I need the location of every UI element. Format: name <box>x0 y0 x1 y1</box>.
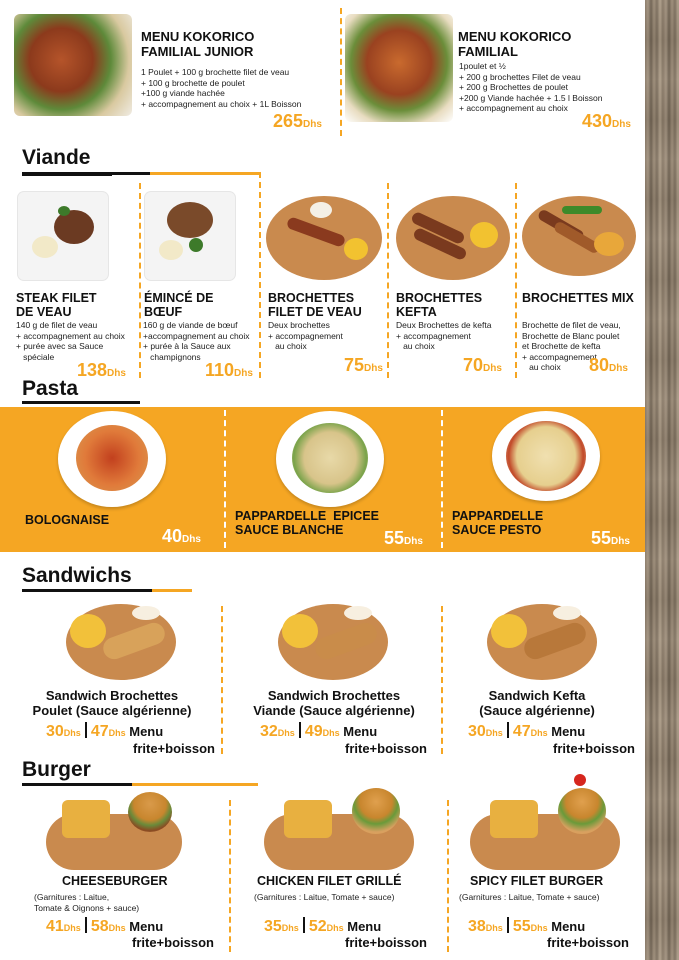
viande-item-price: 138Dhs <box>77 360 126 380</box>
sandwich-price-line: 30Dhs 47Dhs Menu <box>468 723 586 740</box>
burger-divider-1 <box>229 800 231 952</box>
cheeseburger-photo <box>46 814 182 870</box>
burger-item-name: CHEESEBURGER <box>62 874 168 888</box>
viande-item-desc: 140 g de filet de veau + accompagnement au choix + purée avec sa Sauce spéciale <box>16 320 125 362</box>
burger-item-name: CHICKEN FILET GRILLÉ <box>257 874 402 888</box>
pasta-item-price: 40Dhs <box>162 526 201 546</box>
pappardelle-blanche-photo <box>276 411 384 507</box>
viande-item-name: BROCHETTES MIX <box>522 291 634 305</box>
sandwichs-underline-orange <box>152 589 192 592</box>
viande-item-name: STEAK FILET DE VEAU <box>16 291 97 319</box>
sandwich-menu-sub: frite+boisson <box>133 741 215 756</box>
viande-item-price: 75Dhs <box>344 355 383 375</box>
burger-underline-orange <box>132 783 258 786</box>
burger-menu-sub: frite+boisson <box>132 935 214 950</box>
burger-price-line: 38Dhs 55Dhs Menu <box>468 918 586 935</box>
sandwich-item-name: Sandwich Kefta (Sauce algérienne) <box>479 688 595 718</box>
burger-underline-black <box>22 783 132 786</box>
pappardelle-pesto-photo <box>492 411 600 501</box>
sandwich-menu-sub: frite+boisson <box>345 741 427 756</box>
sandwich-price-line: 32Dhs 49Dhs Menu <box>260 723 378 740</box>
section-title-sandwichs: Sandwichs <box>22 564 132 587</box>
burger-item-name: SPICY FILET BURGER <box>470 874 604 888</box>
section-title-pasta: Pasta <box>22 377 79 400</box>
pasta-divider-1 <box>224 410 226 548</box>
pasta-item-price: 55Dhs <box>591 528 630 548</box>
viande-item-name: BROCHETTES KEFTA <box>396 291 483 319</box>
viande-item-desc: 160 g de viande de bœuf +accompagnement au choix + purée à la Sauce aux champignons <box>143 320 250 362</box>
emince-photo <box>145 192 235 280</box>
viande-item-desc: Deux Brochettes de kefta + accompagnement au choix <box>396 320 492 351</box>
brochettes-mix-photo <box>522 196 636 276</box>
family-junior-desc: 1 Poulet + 100 g brochette filet de veau + 100 g brochette de poulet +100 g viande hachée + accompagnement au choix + 1L Boisson <box>141 67 302 109</box>
viande-divider-2 <box>259 172 261 378</box>
sandwich-item-name: Sandwich Brochettes Viande (Sauce algérienne) <box>253 688 415 718</box>
viande-item-desc: Brochette de filet de veau, Brochette de Blanc poulet et Brochette de kefta + accompagnement au choix <box>522 320 621 372</box>
viande-divider-1 <box>139 183 141 378</box>
family-desc: 1poulet et ½ + 200 g brochettes Filet de veau + 200 g Brochettes de poulet +200 g Viande hachée + 1.5 l Boisson + accompagnement au choix <box>459 61 603 113</box>
pasta-item-name: PAPPARDELLE EPICEE SAUCE BLANCHE <box>235 509 380 537</box>
burger-menu-sub: frite+boisson <box>345 935 427 950</box>
viande-item-price: 110Dhs <box>205 360 253 380</box>
viande-item-desc: Deux brochettes + accompagnement au choix <box>268 320 343 351</box>
viande-underline-black <box>22 172 150 175</box>
steak-photo <box>18 192 108 280</box>
pasta-underline-black <box>22 401 140 404</box>
viande-divider-4 <box>515 183 517 378</box>
brochettes-kefta-photo <box>396 196 510 280</box>
family-junior-photo <box>14 14 132 116</box>
viande-item-name: ÉMINCÉ DE BŒUF <box>144 291 214 319</box>
burger-garnish: (Garnitures : Laitue, Tomate & Oignons + sauce) <box>34 892 140 913</box>
family-price: 430Dhs <box>582 111 631 131</box>
family-photo <box>345 14 453 122</box>
sandwich-menu-sub: frite+boisson <box>553 741 635 756</box>
sandwich-viande-photo <box>278 604 388 680</box>
burger-price-line: 35Dhs 52Dhs Menu <box>264 918 382 935</box>
sandwich-price-line: 30Dhs 47Dhs Menu <box>46 723 164 740</box>
wood-border <box>645 0 679 960</box>
family-junior-title: MENU KOKORICO FAMILIAL JUNIOR <box>141 29 255 59</box>
chicken-burger-photo <box>264 814 414 870</box>
viande-item-price: 80Dhs <box>589 355 628 375</box>
sandwichs-underline-black <box>22 589 152 592</box>
spicy-burger-photo <box>470 814 620 870</box>
viande-divider-3 <box>387 183 389 378</box>
burger-menu-sub: frite+boisson <box>547 935 629 950</box>
burger-divider-2 <box>447 800 449 952</box>
burger-price-line: 41Dhs 58Dhs Menu <box>46 918 164 935</box>
pasta-item-name: PAPPARDELLE SAUCE PESTO <box>452 509 544 537</box>
bolognaise-photo <box>58 411 166 507</box>
sandwich-kefta-photo <box>487 604 597 680</box>
section-title-viande: Viande <box>22 146 90 170</box>
sandwich-divider-2 <box>441 606 443 754</box>
viande-underline-orange <box>150 172 260 175</box>
family-junior-price: 265Dhs <box>273 111 322 131</box>
sandwich-poulet-photo <box>66 604 176 680</box>
burger-garnish: (Garnitures : Laitue, Tomate + sauce) <box>254 892 395 902</box>
sandwich-item-name: Sandwich Brochettes Poulet (Sauce algérienne) <box>32 688 192 718</box>
pasta-divider-2 <box>441 410 443 548</box>
brochettes-veau-photo <box>266 196 382 280</box>
family-title: MENU KOKORICO FAMILIAL <box>458 29 572 59</box>
section-title-burger: Burger <box>22 758 91 781</box>
viande-item-price: 70Dhs <box>463 355 502 375</box>
burger-garnish: (Garnitures : Laitue, Tomate + sauce) <box>459 892 600 902</box>
viande-item-name: BROCHETTES FILET DE VEAU <box>268 291 362 319</box>
pasta-item-price: 55Dhs <box>384 528 423 548</box>
family-divider <box>340 8 342 136</box>
sandwich-divider-1 <box>221 606 223 754</box>
pasta-item-name: BOLOGNAISE <box>25 513 110 527</box>
